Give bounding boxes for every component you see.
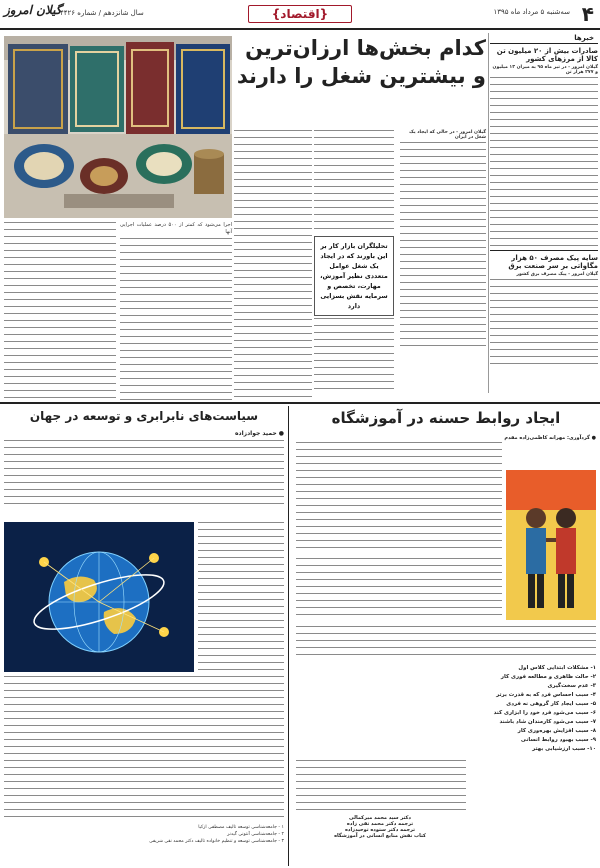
bullet-item: ۲- حالت ظاهری و مطالعه فوری کار (500, 674, 596, 680)
issue-number: سال شانزدهم / شماره ۴۴۲۶ (60, 9, 144, 17)
bullet-item: ۱۰- سبب ارزشیابی بهتر (532, 746, 596, 752)
bottom-left-author: ● حمید جوادزاده (234, 429, 284, 437)
top-story-title-line2: و بیشترین شغل را دارند (236, 64, 486, 89)
top-story-col3-body (234, 130, 312, 398)
top-story-col3 (234, 130, 312, 398)
news-heading: خبرها (490, 33, 598, 44)
bottom-right-mid-body (296, 558, 502, 620)
news-item1-lead: گیلان امروز - در تیر ماه ۹۵ به میزان ۱۳ میلیون و ۲۷۷ هزار تن (492, 65, 598, 76)
signature-1: دکتر سید محمد میرکمالی (349, 815, 411, 821)
crafts-photo (4, 36, 232, 218)
signature-4: کتاب نقش منابع انسانی در آموزشگاه (334, 833, 426, 839)
signature-2: ترجمه دکتر محمد تقی زاده (346, 821, 414, 827)
top-story-col2b-body (314, 318, 394, 394)
bottom-right-mid (296, 558, 502, 620)
issue-date: سه‌شنبه ۵ مرداد ماه ۱۳۹۵ (493, 8, 570, 16)
top-story-lead: گیلان امروز - در حالی که ایجاد یک شغل در ایران (409, 130, 486, 140)
bullet-item: ۵- سبب ایجاد کار گروهی نه فردی (506, 701, 596, 707)
page-header (0, 0, 600, 30)
ref-2: ۲ - جامعه‌شناسی آنتونی گیدنز (227, 832, 284, 837)
news-item1-body (490, 77, 598, 247)
bottom-left-title: سیاست‌های نابرابری و توسعه در جهان (29, 409, 259, 423)
news-item2-body (490, 279, 598, 367)
bullet-item: ۴- سبب احساس فرد که به قدرت برتر (496, 692, 596, 698)
bullet-item: ۷- سبب می‌شود کارمندان شاد باشند (499, 719, 596, 725)
bullet-item: ۸- سبب افزایش بهره‌وری کار (517, 728, 596, 734)
ref-3: ۳ - جامعه‌شناسی توسعه و تنظیم خانواده تالیف دکتر محمد نقی شریفی (149, 839, 284, 844)
bottom-right-left-col (296, 760, 466, 810)
top-story-col1-body (400, 142, 486, 347)
bullet-item: ۳- عدم سخت‌گیری (547, 683, 596, 689)
news-item2-lead: گیلان امروز - پیک مصرف برق کشور (516, 272, 598, 278)
bottom-right-lower (296, 626, 596, 660)
section-title: {اقتصاد} (248, 5, 352, 23)
photo-caption-block (4, 222, 116, 398)
left-col-b-body (120, 238, 232, 406)
bottom-right-intro (296, 442, 502, 554)
top-story-title (232, 36, 486, 88)
bottom-left-side-body (198, 522, 284, 672)
bottom-left-lower (4, 676, 284, 845)
ref-1: ۱ - جامعه‌شناسی توسعه تالیف مصطفی ازکیا (198, 825, 284, 830)
top-story-col2b (314, 318, 394, 398)
top-story-title-line1: کدام بخش‌ها ارزان‌ترین (245, 36, 486, 60)
page-number: ۴ (581, 2, 594, 26)
crafts-photo-art (4, 36, 232, 218)
top-story-col1 (400, 130, 486, 347)
bottom-left-intro (4, 440, 284, 510)
bottom-left-lower-body (4, 676, 284, 820)
bullet-item: ۶- سبب می‌شود فرد خود را ابزاری کند (493, 710, 596, 716)
bottom-right-title: ایجاد روابط حسنه در آموزشگاه (331, 409, 561, 427)
bullet-list (296, 664, 596, 754)
news-item2-title[interactable]: سایه پیک مصرف ۵۰ هزار مگاواتی بر سر صنعت برق (508, 254, 598, 271)
relations-illustration (506, 470, 596, 620)
bottom-left-article (4, 410, 284, 510)
bullet-item: ۱- مشکلات ابتدایی کلاس اول (518, 665, 596, 671)
bottom-right-author: ● گردآوری: مهرانه کاظمی‌زاده مقدم (504, 435, 596, 442)
bottom-right-article (296, 410, 596, 441)
left-col-b (120, 222, 232, 406)
refs-list (4, 824, 284, 845)
bottom-right-left-col-body (296, 760, 466, 810)
signature-block (300, 815, 460, 839)
bottom-left-col-side (198, 522, 284, 672)
globe-illustration (4, 522, 194, 672)
bullet-item: ۹- سبب بهبود روابط انسانی (520, 737, 596, 743)
left-col-a-body (4, 222, 116, 398)
newspaper-logo: گیلان امروز (4, 3, 62, 17)
bottom-right-intro-body (296, 442, 502, 554)
relations-art (506, 470, 596, 620)
top-story-col2-body (314, 130, 394, 230)
news-column (490, 33, 598, 393)
globe-art (4, 522, 194, 672)
news-item1-title[interactable]: صادرات بیش از ۲۰ میلیون تن کالا از مرزهای کشور (496, 47, 598, 64)
bottom-right-lower-intro (296, 626, 596, 660)
photo-caption: اجرا می‌شود که کمتر از ۵۰۰ درصد عملیات اجرایی آنها (120, 222, 232, 235)
top-story-col2 (314, 130, 394, 232)
signature-3: ترجمه دکتر ستوده توحید‌زاده (344, 827, 416, 833)
pull-quote: تحلیلگران بازار کار بر این باورند که در ایجاد یک شغل عوامل متعددی نظیر آموزش، مهارت، تخصص و سرمایه نقش بسزایی دارد (314, 236, 394, 316)
